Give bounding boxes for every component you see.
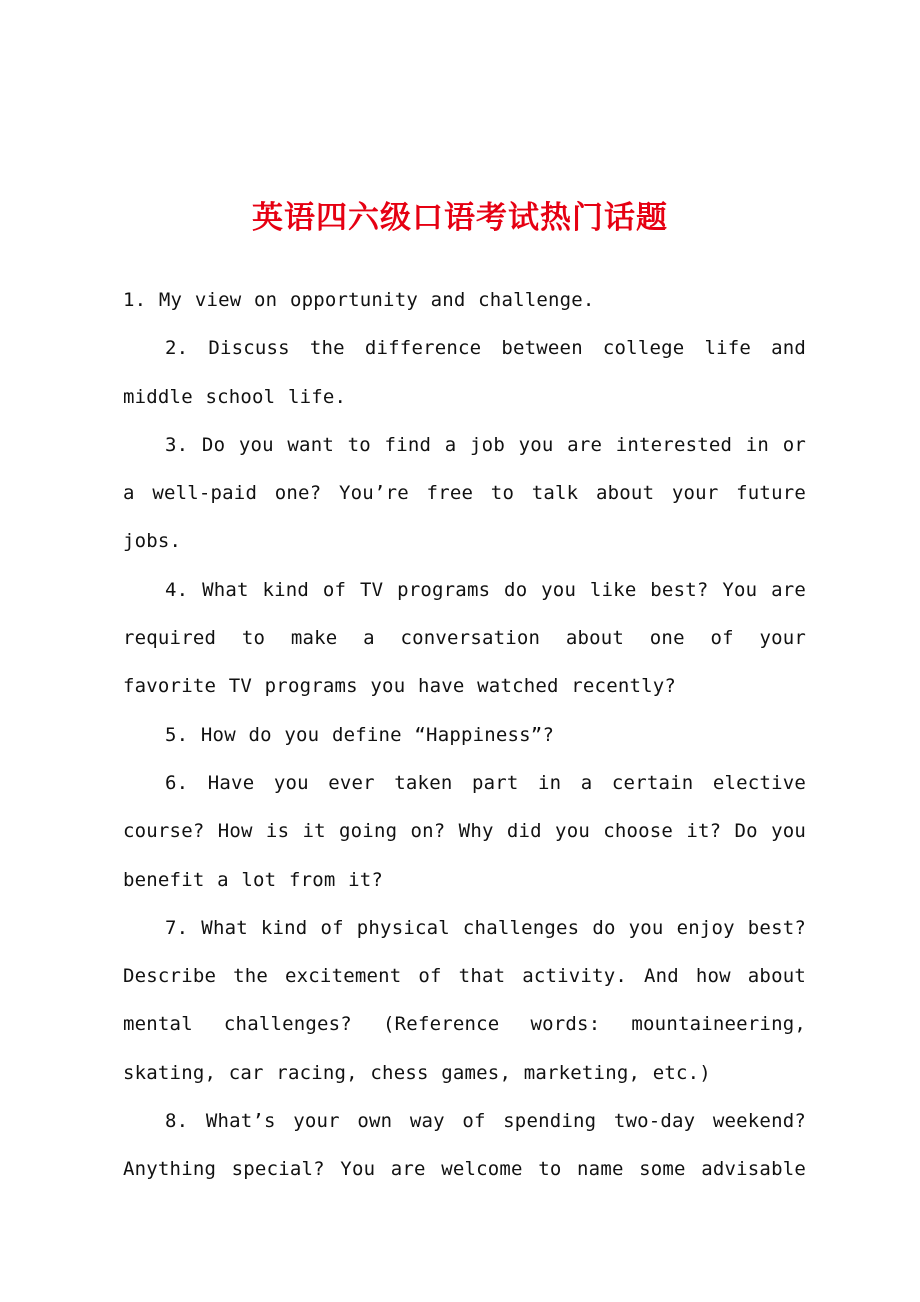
topic-paragraph-7: 7. What kind of physical challenges do you enjoy best? Describe the excitement of that activity. And how about mental challenges? (Reference words: mountaineering, skating, car racing, chess games, marketing, etc.) (123, 916, 806, 1084)
document-body (123, 276, 806, 1194)
topic-paragraph-1: 1. My view on opportunity and challenge. (123, 289, 595, 311)
document-title: 英语四六级口语考试热门话题 (252, 200, 668, 236)
topic-paragraph-6: 6. Have you ever taken part in a certain elective course? How is it going on? Why did you choose it? Do you benefit a lot from it? (123, 771, 806, 891)
topic-paragraph-4: 4. What kind of TV programs do you like best? You are required to make a conversation about one of your favorite TV programs you have watched recently? (123, 578, 806, 698)
topic-paragraph-5: 5. How do you define “Happiness”? (165, 723, 555, 746)
topic-paragraph-2: 2. Discuss the difference between college life and middle school life. (123, 337, 806, 408)
topic-paragraph-8: 8. What’s your own way of spending two-day weekend? Anything special? You are welcome to name some advisable (123, 1110, 806, 1181)
topic-paragraph-3: 3. Do you want to find a job you are interested in or a well-paid one? You’re free to talk about your future jobs. (123, 433, 806, 553)
